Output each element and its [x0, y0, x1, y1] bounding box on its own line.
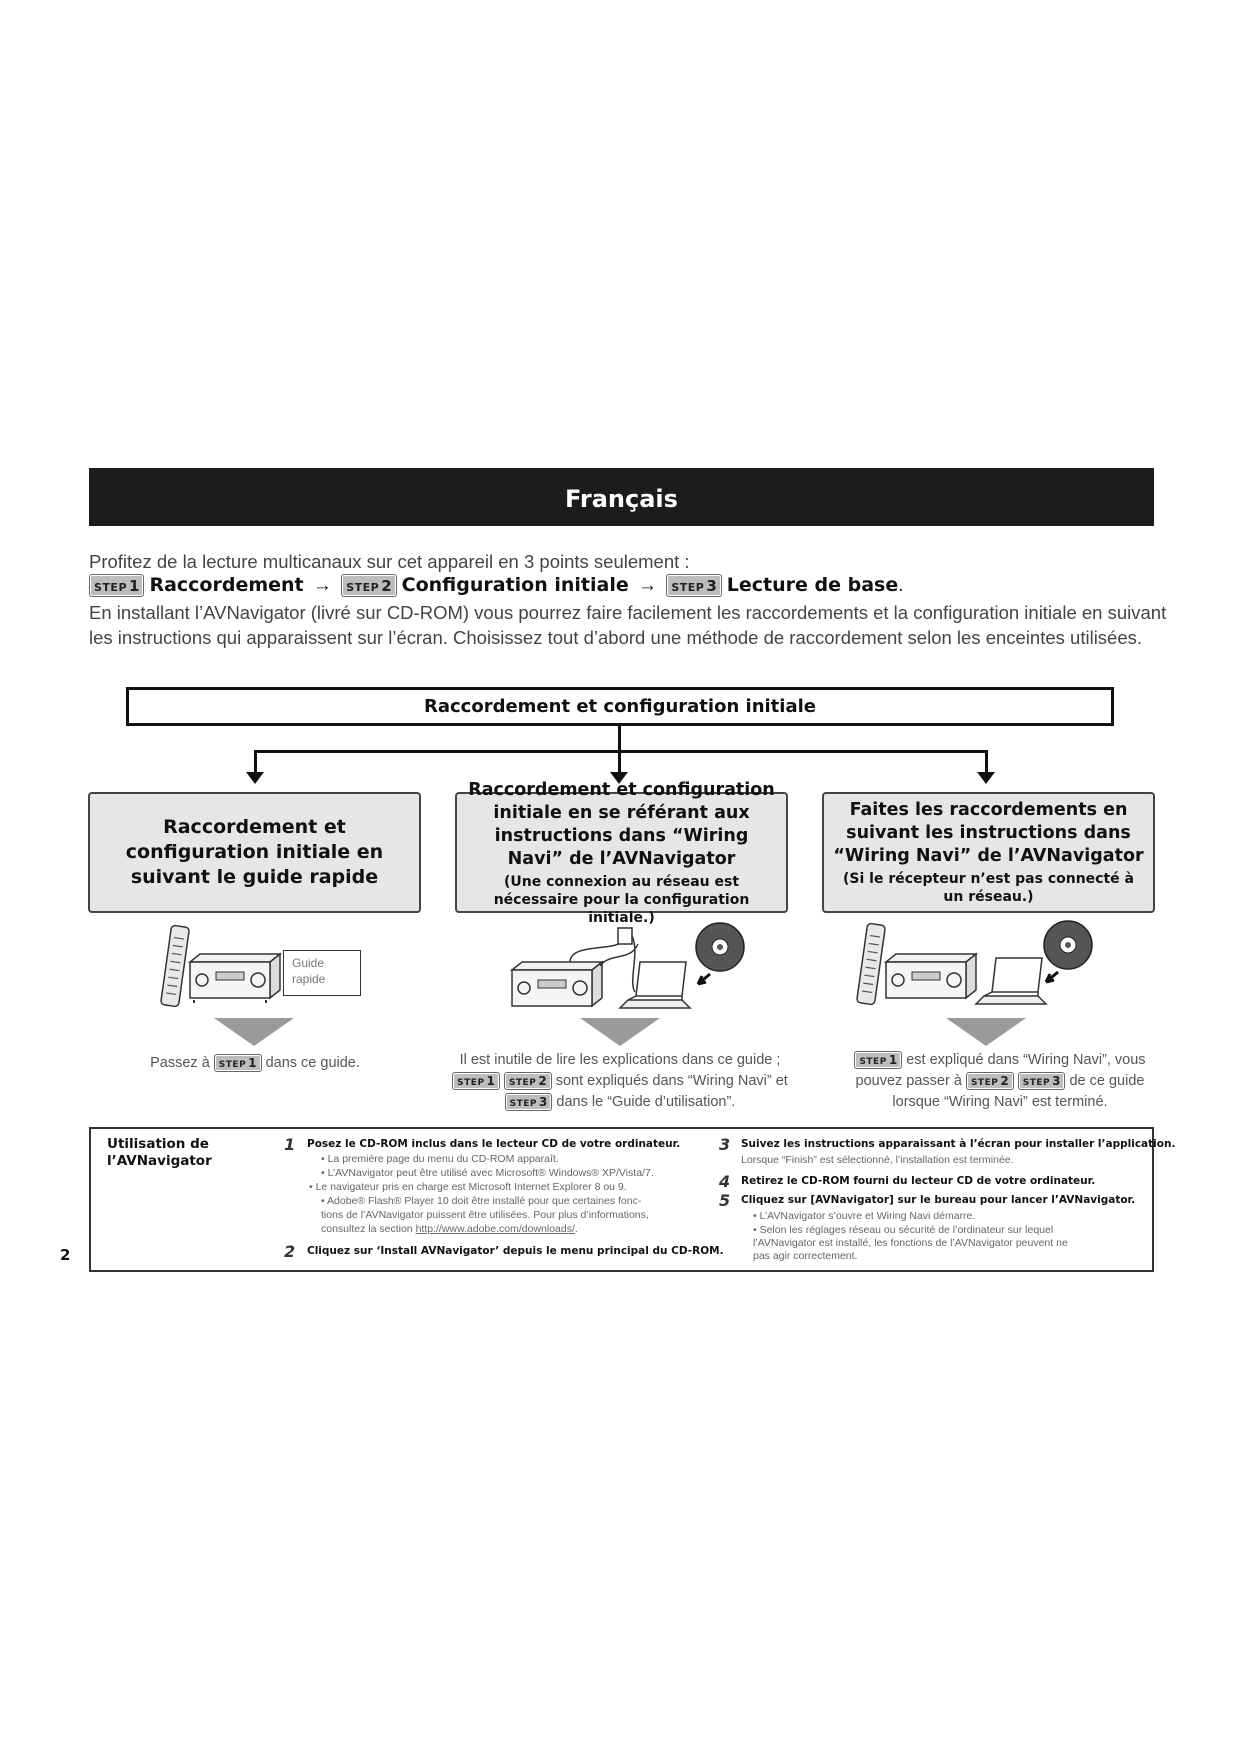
step-number: 3: [719, 1135, 731, 1154]
step-number: 4: [719, 1172, 731, 1191]
step-number: 5: [719, 1191, 731, 1210]
intro-text-2: En installant l’AVNavigator (livré sur CD-ROM) vous pourrez faire facilement les raccordements et la configuration initiale en suivant les instructions qui apparaissent sur l’écran. Choisissez tout d’abord une méthode de raccordement selon les enceintes utilisées.: [89, 602, 1167, 648]
step1-badge: STEP 1: [854, 1051, 902, 1070]
language-title: Français: [565, 485, 678, 513]
down-triangle-icon: [946, 1018, 1026, 1046]
step1-label: Raccordement: [149, 574, 304, 596]
receiver-icon: [190, 954, 280, 1003]
remote-control-icon: [857, 923, 886, 1005]
option-wiring-navi-network: [455, 779, 788, 926]
receiver-network-laptop-cd-illustration: [510, 922, 750, 1012]
option-wiring-navi-offline: [822, 792, 1155, 913]
arrow-down-icon: [977, 772, 995, 784]
step2-badge: STEP 2: [504, 1072, 552, 1091]
cd-rom-icon: [696, 923, 744, 984]
step-detail: l’AVNavigator est installé, les fonctions de l’AVNavigator peuvent ne: [753, 1237, 1068, 1249]
option-title: Faites les raccordements en suivant les instructions dans “Wiring Navi” de l’AVNavigator: [833, 800, 1144, 866]
arrow-icon: →: [638, 575, 658, 596]
step-heading: Retirez le CD-ROM fourni du lecteur CD de votre ordinateur.: [741, 1175, 1096, 1187]
quick-guide-icon: Guide rapide: [283, 950, 361, 996]
caption-option-1: Passez à STEP 1 dans ce guide.: [150, 1055, 360, 1071]
step-detail: tions de l’AVNavigator puissent être utilisées. Pour plus d’informations,: [321, 1209, 649, 1221]
receiver-icon: [512, 962, 602, 1006]
flow-connector: [618, 750, 621, 774]
step2-badge: STEP 2: [341, 574, 396, 597]
step-detail: Lorsque “Finish” est sélectionné, l’installation est terminée.: [741, 1154, 1014, 1166]
step2-label: Configuration initiale: [401, 574, 629, 596]
remote-receiver-laptop-cd-illustration: [850, 920, 1095, 1012]
option-subtitle: (Si le récepteur n’est pas connecté à un réseau.): [843, 871, 1134, 905]
step-heading: Suivez les instructions apparaissant à l’écran pour installer l’application.: [741, 1138, 1176, 1150]
step-number: 1: [284, 1135, 296, 1154]
step-heading: Posez le CD-ROM inclus dans le lecteur CD de votre ordinateur.: [307, 1138, 681, 1150]
flow-top-box: Raccordement et configuration initiale: [126, 687, 1114, 726]
step3-badge: STEP 3: [1018, 1072, 1066, 1091]
step1-badge: STEP 1: [452, 1072, 500, 1091]
step-detail: • Adobe® Flash® Player 10 doit être installé pour que certaines fonc-: [321, 1195, 642, 1207]
step-detail: • L’AVNavigator s’ouvre et Wiring Navi démarre.: [753, 1210, 976, 1222]
option-quick-guide: [88, 792, 421, 913]
language-header-band: [89, 468, 1154, 526]
step-detail: pas agir correctement.: [753, 1250, 858, 1262]
laptop-icon: [620, 962, 690, 1008]
avnavigator-instructions-box: [89, 1127, 1176, 1272]
step1-badge: STEP 1: [214, 1054, 262, 1073]
receiver-icon: [886, 954, 976, 998]
caption-option-2: Il est inutile de lire les explications dans ce guide ; STEP 1 STEP 2 sont expliqués dans “Wiring Navi” et STEP 3 dans le “Guide d’utilisation”.: [440, 1050, 800, 1113]
cd-rom-icon: [1044, 921, 1092, 982]
step-detail: consultez la section http://www.adobe.com/downloads/.: [321, 1223, 578, 1235]
step-heading: Cliquez sur ‘Install AVNavigator’ depuis le menu principal du CD-ROM.: [307, 1245, 724, 1257]
arrow-down-icon: [246, 772, 264, 784]
avnavigator-title: Utilisation de l’AVNavigator: [107, 1136, 212, 1169]
step-detail: • Selon les réglages réseau ou sécurité de l’ordinateur sur lequel: [753, 1224, 1054, 1236]
step3-label: Lecture de base: [726, 574, 899, 596]
step2-badge: STEP 2: [966, 1072, 1014, 1091]
flow-connector: [254, 750, 257, 774]
step-detail: • La première page du menu du CD-ROM apparaît.: [321, 1153, 559, 1165]
step-heading: Cliquez sur [AVNavigator] sur le bureau pour lancer l’AVNavigator.: [741, 1194, 1136, 1206]
page-number: 2: [60, 1246, 71, 1264]
option-subtitle: (Une connexion au réseau est nécessaire pour la configuration initiale.): [493, 873, 750, 926]
intro-text-1: Profitez de la lecture multicanaux sur cet appareil en 3 points seulement :: [89, 551, 690, 572]
step-detail: • L’AVNavigator peut être utilisé avec Microsoft® Windows® XP/Vista/7.: [321, 1167, 654, 1179]
step3-badge: STEP 3: [505, 1093, 553, 1112]
laptop-icon: [976, 958, 1046, 1004]
step3-badge: STEP 3: [666, 574, 721, 597]
step1-badge: STEP 1: [89, 574, 144, 597]
option-title: Raccordement et configuration initiale en se référant aux instructions dans “Wiring Navi” de l’AVNavigator: [468, 779, 775, 869]
step-number: 2: [284, 1242, 296, 1261]
adobe-download-link[interactable]: http://www.adobe.com/downloads/: [415, 1223, 575, 1235]
steps-overview: STEP 1 Raccordement → STEP 2 Configuration initiale → STEP 3 Lecture de base.: [89, 574, 904, 597]
remote-control-icon: [161, 925, 190, 1007]
flow-connector: [618, 726, 621, 752]
caption-option-3: STEP 1 est expliqué dans “Wiring Navi”, vous pouvez passer à STEP 2 STEP 3 de ce guide lorsque “Wiring Navi” est terminé.: [855, 1052, 1146, 1110]
down-triangle-icon: [580, 1018, 660, 1046]
flow-connector: [985, 750, 988, 774]
down-triangle-icon: [214, 1018, 294, 1046]
step-detail: • Le navigateur pris en charge est Microsoft Internet Explorer 8 ou 9.: [309, 1181, 627, 1193]
option-title: Raccordement et configuration initiale en suivant le guide rapide: [125, 816, 384, 888]
arrow-icon: →: [312, 575, 332, 596]
